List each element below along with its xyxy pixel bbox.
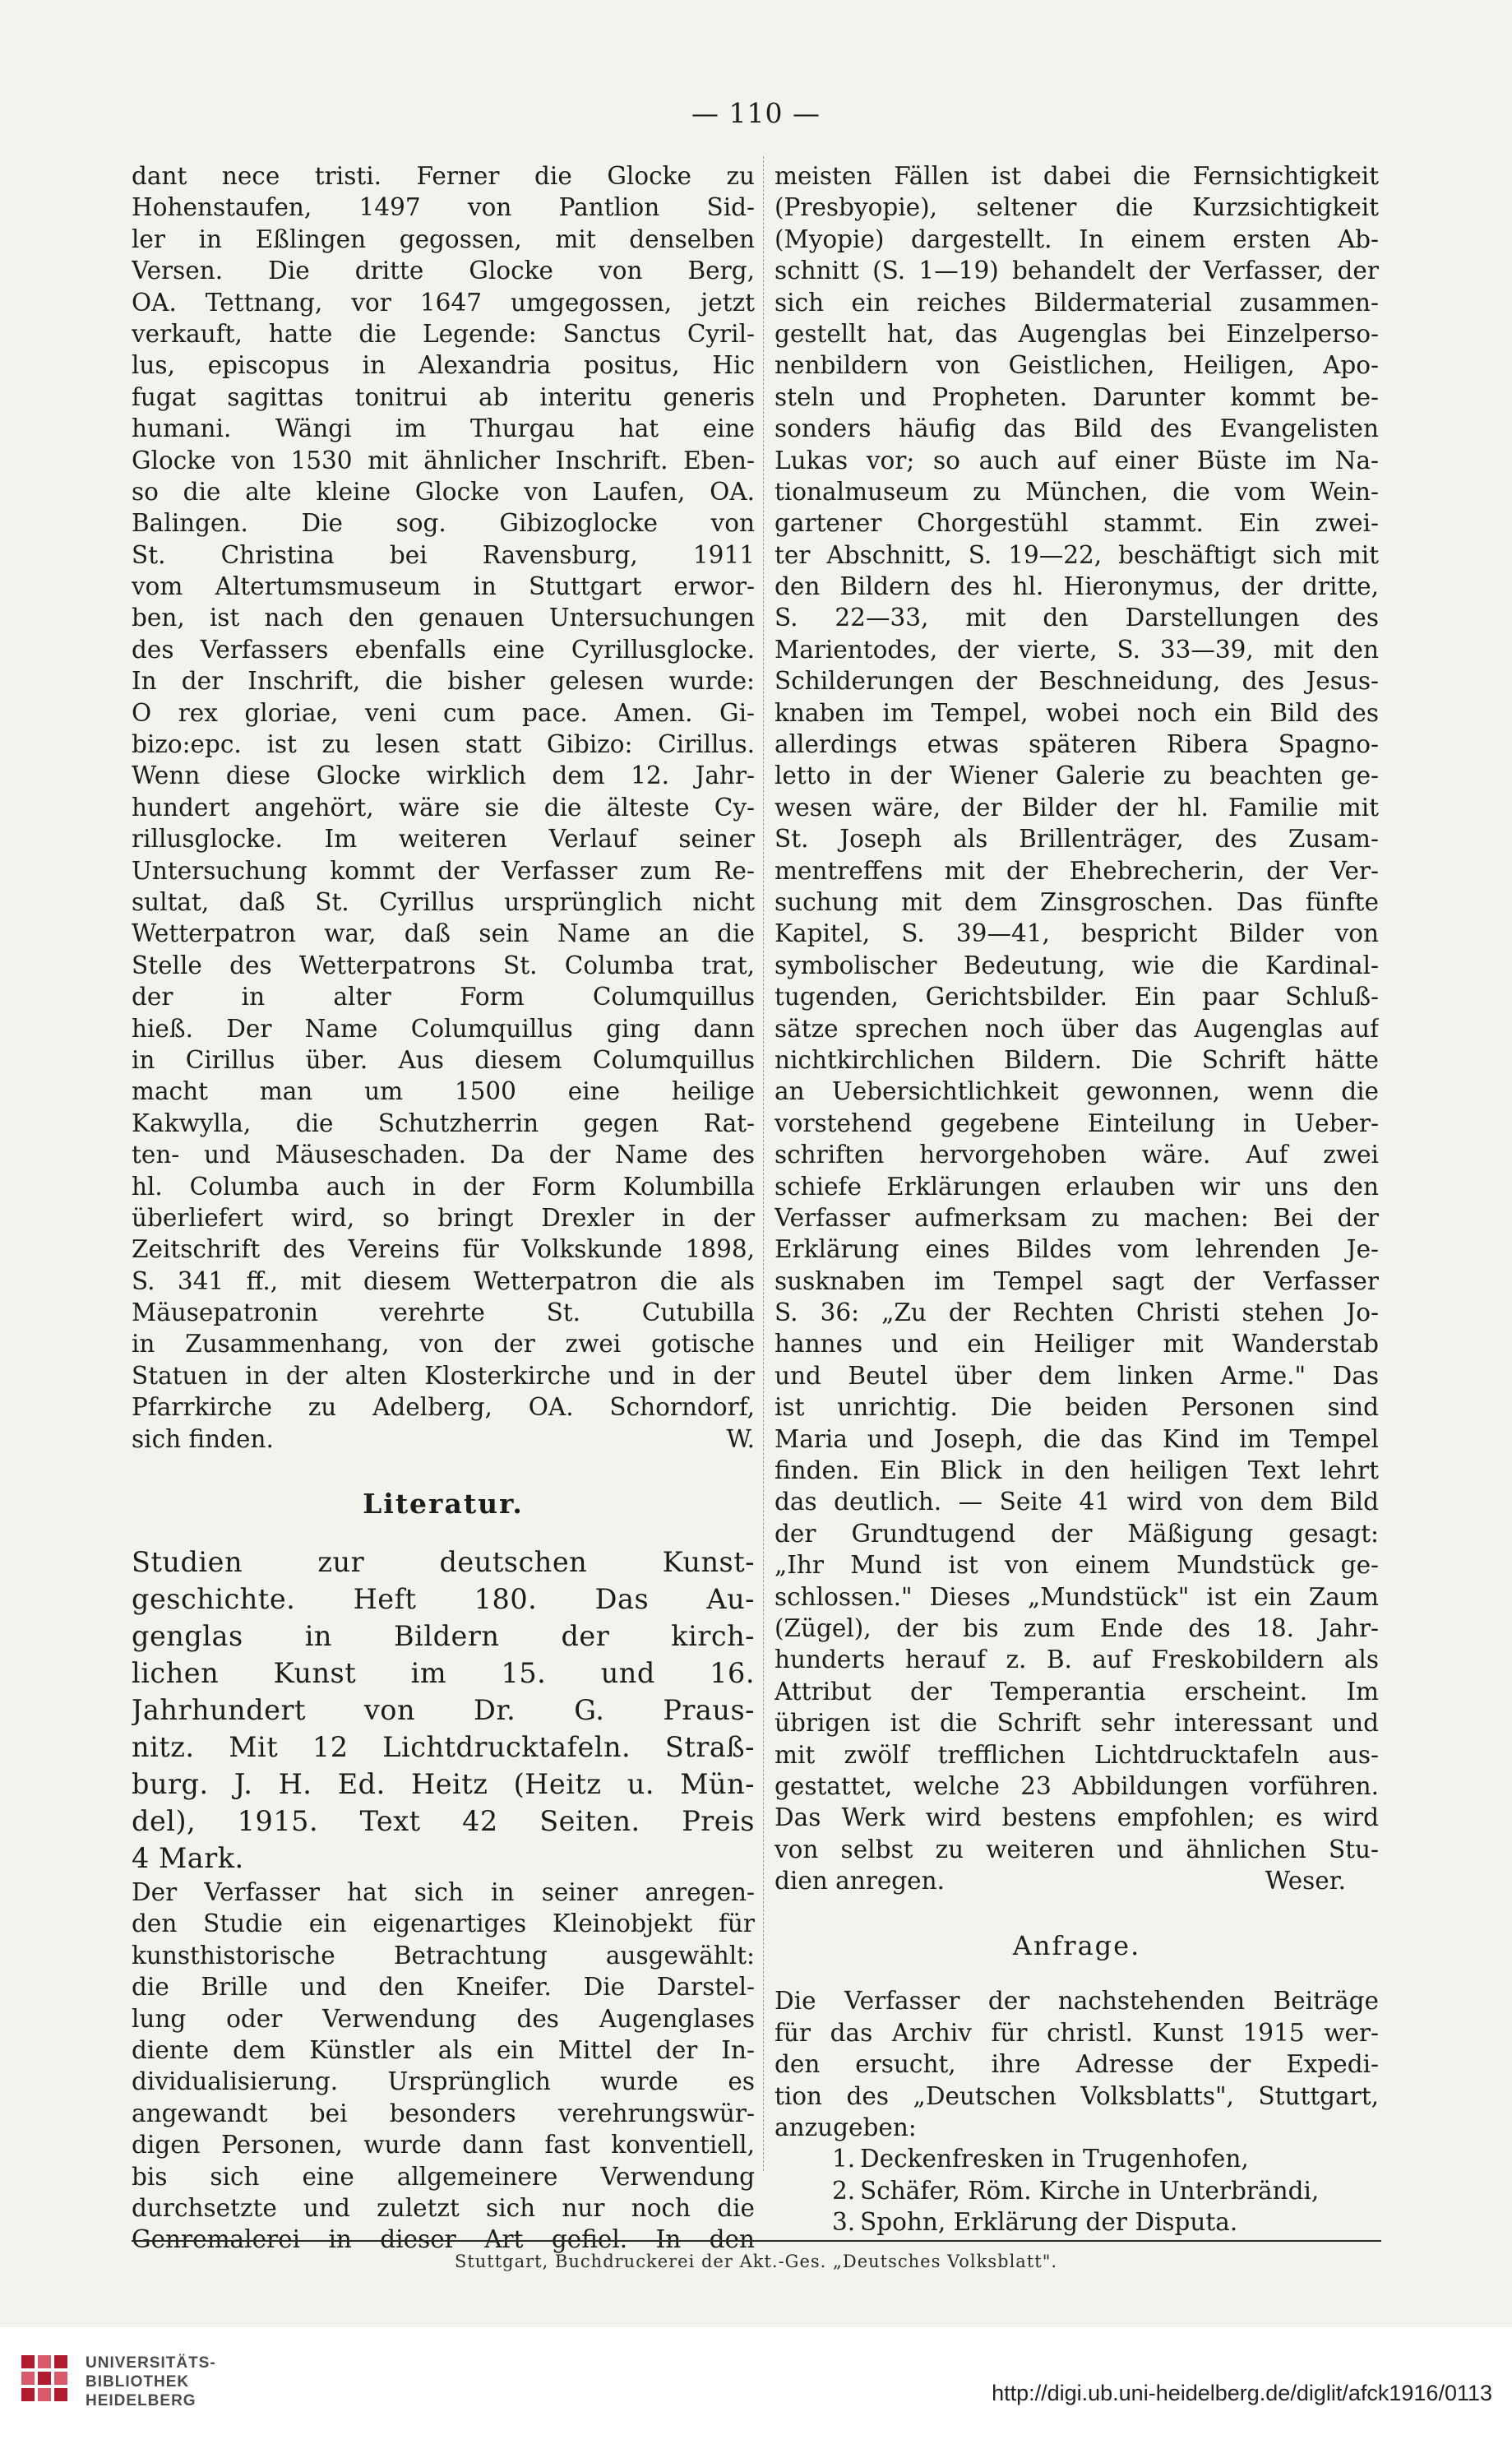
text-line: Der Verfasser hat sich in seiner anregen- [132,1878,755,1907]
text-line: macht man um 1500 eine heilige [132,1077,755,1106]
text-line: schiefe Erklärungen erlauben wir uns den [774,1172,1379,1201]
text-line: rillusglocke. Im weiteren Verlauf seiner [132,825,755,854]
text-line: vorstehend gegebene Einteilung in Ueber- [774,1109,1379,1137]
text-line: Das Werk wird bestens empfohlen; es wird [774,1803,1379,1832]
text-line: ter Abschnitt, S. 19—22, beschäftigt sich mit [774,540,1379,569]
text-line: des Verfassers ebenfalls eine Cyrillusglocke. [132,635,755,664]
list-item-number: 1. [832,2145,856,2173]
text-line: an Uebersichtlichkeit gewonnen, wenn die [774,1077,1379,1106]
text-line: sätze sprechen noch über das Augenglas auf [774,1014,1379,1043]
text-line: in Cirillus über. Aus diesem Columquillus [132,1045,755,1074]
text-line: St. Joseph als Brillenträger, des Zusam- [774,825,1379,854]
text-line: angewandt bei besonders verehrungswür- [132,2099,755,2127]
text-line: gartener Chorgestühl stammt. Ein zwei- [774,509,1379,538]
text-line: kunsthistorische Betrachtung ausgewählt: [132,1941,755,1970]
text-line: ler in Eßlingen gegossen, mit denselben [132,225,755,253]
inquiry-last-line: anzugeben: [774,2113,917,2142]
list-item-text: Schäfer, Röm. Kirche in Unterbrändi, [860,2176,1320,2205]
review-paragraph [132,1877,755,2256]
text-line: fugat sagittas tonitrui ab interitu generis [132,382,755,411]
review-paragraph-continued [774,160,1379,1865]
text-line: nenbildern von Geistlichen, Heiligen, Apo- [774,351,1379,380]
text-line: und Beutel über dem linken Arme." Das [774,1361,1379,1390]
text-line: Stelle des Wetterpatrons St. Columba trat, [132,951,755,979]
text-line: In der Inschrift, die bisher gelesen wurde: [132,667,755,696]
text-line: überliefert wird, so bringt Drexler in der [132,1203,755,1232]
library-name-line: BIBLIOTHEK [86,2373,190,2391]
text-line: übrigen ist die Schrift sehr interessant und [774,1709,1379,1738]
text-line: S. 22—33, mit den Darstellungen des [774,604,1379,632]
text-line: wesen wäre, der Bilder der hl. Familie mit [774,793,1379,822]
text-line: der in alter Form Columquillus [132,983,755,1011]
citation-line: Jahrhundert von Dr. G. Praus- [132,1694,755,1727]
text-line: ten- und Mäuseschaden. Da der Name des [132,1141,755,1169]
text-line: Zeitschrift des Vereins für Volkskunde 1898, [132,1235,755,1264]
book-citation [132,1544,755,1840]
library-name-line: UNIVERSITÄTS- [86,2354,216,2372]
library-name [86,2354,216,2410]
text-line: Attribut der Temperantia erscheint. Im [774,1677,1379,1706]
text-line: meisten Fällen ist dabei die Fernsichtigkeit [774,162,1379,190]
text-line: gestellt hat, das Augenglas bei Einzelperso- [774,319,1379,348]
text-line: lus, episcopus in Alexandria positus, Hic [132,351,755,380]
text-line: sultat, daß St. Cyrillus ursprünglich nicht [132,887,755,916]
text-line: Genremalerei in dieser Art gefiel. In den [132,2225,755,2254]
review-closing-line [774,1865,1379,1896]
right-column [774,160,1379,2238]
text-line: ben, ist nach den genauen Untersuchungen [132,604,755,632]
footer-rule [132,2240,1381,2242]
text-line: die Brille und den Kneifer. Die Darstel- [132,1973,755,2002]
text-line: suchung mit dem Zinsgroschen. Das fünfte [774,887,1379,916]
citation-line: lichen Kunst im 15. und 16. [132,1657,755,1690]
text-line: lung oder Verwendung des Augenglases [132,2004,755,2033]
inquiry-list-item [774,2143,1379,2174]
text-line: schnitt (S. 1—19) behandelt der Verfasser, der [774,257,1379,285]
article-signature: W. [726,1424,755,1453]
list-item-number: 2. [832,2176,856,2205]
citation-line: burg. J. H. Ed. Heitz (Heitz u. Mün- [132,1768,755,1801]
text-line: S. 36: „Zu der Rechten Christi stehen Jo- [774,1298,1379,1327]
text-line: vom Altertumsmuseum in Stuttgart erwor- [132,572,755,601]
review-signature: Weser. [1265,1867,1346,1896]
text-line: Lukas vor; so auch auf einer Büste im Na- [774,446,1379,474]
article-last-text: sich finden. [132,1424,274,1453]
text-line: humani. Wängi im Thurgau hat eine [132,414,755,443]
text-line: symbolischer Bedeutung, wie die Kardinal- [774,951,1379,979]
text-line: für das Archiv für christl. Kunst 1915 wer- [774,2018,1379,2047]
text-line: den Bildern des hl. Hieronymus, der dritte, [774,572,1379,601]
text-line: Maria und Joseph, die das Kind im Tempel [774,1424,1379,1453]
book-price-line [132,1840,755,1877]
review-last-text: dien anregen. [774,1867,946,1896]
text-line: in Zusammenhang, von der zwei gotische [132,1330,755,1359]
text-line: St. Christina bei Ravensburg, 1911 [132,540,755,569]
column-divider [763,156,764,2171]
article-paragraph [132,160,755,1423]
text-line: dant nece tristi. Ferner die Glocke zu [132,162,755,190]
left-column [132,160,755,2256]
library-name-line: HEIDELBERG [86,2392,197,2409]
citation-line: nitz. Mit 12 Lichtdrucktafeln. Straß- [132,1731,755,1764]
list-item-number: 3. [832,2208,856,2237]
text-line: Statuen in der alten Klosterkirche und in der [132,1361,755,1390]
text-line: Balingen. Die sog. Gibizoglocke von [132,509,755,538]
text-line: O rex gloriae, veni cum pace. Amen. Gi- [132,698,755,727]
text-line: hannes und ein Heiliger mit Wanderstab [774,1330,1379,1359]
text-line: durchsetzte und zuletzt sich nur noch die [132,2193,755,2222]
inquiry-paragraph [774,1985,1379,2112]
text-line: allerdings etwas späteren Ribera Spagno- [774,730,1379,759]
text-line: Glocke von 1530 mit ähnlicher Inschrift. Eben- [132,446,755,474]
text-line: sonders häufig das Bild des Evangelisten [774,414,1379,443]
text-line: den ersucht, ihre Adresse der Expedi- [774,2050,1379,2079]
text-line: mit zwölf trefflichen Lichtdrucktafeln aus- [774,1740,1379,1769]
text-line: Kakwylla, die Schutzherrin gegen Rat- [132,1109,755,1137]
text-line: hieß. Der Name Columquillus ging dann [132,1014,755,1043]
printer-imprint: Stuttgart, Buchdruckerei der Akt.-Ges. „Deutsches Volksblatt". [454,2252,1058,2271]
text-line: OA. Tettnang, vor 1647 umgegossen, jetzt [132,288,755,317]
text-line: schriften hervorgehoben wäre. Auf zwei [774,1141,1379,1169]
text-line: S. 341 ff., mit diesem Wetterpatron die als [132,1266,755,1295]
text-line: Hohenstaufen, 1497 von Pantlion Sid- [132,193,755,222]
text-line: gestattet, welche 23 Abbildungen vorführen. [774,1771,1379,1800]
text-line: der Grundtugend der Mäßigung gesagt: [774,1519,1379,1548]
text-line: den Studie ein eigenartiges Kleinobjekt für [132,1909,755,1938]
book-price: 4 Mark. [132,1842,244,1875]
text-line: hunderts herauf z. B. auf Freskobildern als [774,1646,1379,1674]
text-line: Untersuchung kommt der Verfasser zum Re- [132,856,755,885]
citation-line: Studien zur deutschen Kunst- [132,1546,755,1579]
library-logo-icon [18,2352,71,2405]
inquiry-list-item [774,2206,1379,2238]
inquiry-list-item [774,2175,1379,2206]
text-line: Die Verfasser der nachstehenden Beiträge [774,1987,1379,2016]
text-line: schlossen." Dieses „Mundstück" ist ein Zaum [774,1582,1379,1611]
text-line: Erklärung eines Bildes vom lehrenden Je- [774,1235,1379,1264]
list-item-text: Spohn, Erklärung der Disputa. [860,2208,1238,2237]
text-line: (Myopie) dargestellt. In einem ersten Ab- [774,225,1379,253]
text-line: Versen. Die dritte Glocke von Berg, [132,257,755,285]
text-line: tugenden, Gerichtsbilder. Ein paar Schluß- [774,983,1379,1011]
text-line: nichtkirchlichen Bildern. Die Schrift hätte [774,1045,1379,1074]
text-line: verkauft, hatte die Legende: Sanctus Cyril- [132,319,755,348]
text-line: Marientodes, der vierte, S. 33—39, mit den [774,635,1379,664]
text-line: (Presbyopie), seltener die Kurzsichtigkeit [774,193,1379,222]
text-line: diente dem Künstler als ein Mittel der In- [132,2035,755,2064]
text-line: Pfarrkirche zu Adelberg, OA. Schorndorf, [132,1393,755,1422]
inquiry-list [774,2143,1379,2238]
text-line: „Ihr Mund ist von einem Mundstück ge- [774,1551,1379,1580]
text-line: digen Personen, wurde dann fast konventiell, [132,2131,755,2159]
text-line: sich ein reiches Bildermaterial zusammen- [774,288,1379,317]
text-line: knaben im Tempel, wobei noch ein Bild des [774,698,1379,727]
text-line: von selbst zu weiteren und ähnlichen Stu- [774,1835,1379,1863]
text-line: hundert angehört, wäre sie die älteste Cy- [132,793,755,822]
text-line: tion des „Deutschen Volksblatts", Stuttgart, [774,2081,1379,2110]
text-line: tionalmuseum zu München, die vom Wein- [774,477,1379,506]
citation-line: geschichte. Heft 180. Das Au- [132,1583,755,1616]
text-line: ist unrichtig. Die beiden Personen sind [774,1393,1379,1422]
text-line: steln und Propheten. Darunter kommt be- [774,382,1379,411]
text-line: bis sich eine allgemeinere Verwendung [132,2162,755,2191]
text-line: susknaben im Tempel sagt der Verfasser [774,1266,1379,1295]
citation-line: del), 1915. Text 42 Seiten. Preis [132,1805,755,1838]
section-heading-literature: Literatur. [363,1488,524,1521]
list-item-text: Deckenfresken in Trugenhofen, [860,2145,1249,2173]
text-line: Wenn diese Glocke wirklich dem 12. Jahr- [132,761,755,790]
text-line: hl. Columba auch in der Form Kolumbilla [132,1172,755,1201]
text-line: letto in der Wiener Galerie zu beachten ge- [774,761,1379,790]
text-line: mentreffens mit der Ehebrecherin, der Ver- [774,856,1379,885]
text-line: dividualisierung. Ursprünglich wurde es [132,2067,755,2096]
text-line: so die alte kleine Glocke von Laufen, OA. [132,477,755,506]
section-heading-inquiry: Anfrage. [1012,1930,1141,1962]
article-closing-line [132,1423,755,1455]
text-line: Kapitel, S. 39—41, bespricht Bilder von [774,919,1379,948]
text-line: finden. Ein Blick in den heiligen Text lehrt [774,1456,1379,1485]
text-line: Schilderungen der Beschneidung, des Jesus- [774,667,1379,696]
text-line: bizo:epc. ist zu lesen statt Gibizo: Cirillus. [132,730,755,759]
text-line: das deutlich. — Seite 41 wird von dem Bild [774,1488,1379,1516]
page-number: — 110 — [691,97,821,129]
text-line: Verfasser aufmerksam zu machen: Bei der [774,1203,1379,1232]
citation-line: genglas in Bildern der kirch- [132,1620,755,1653]
text-line: (Zügel), der bis zum Ende des 18. Jahr- [774,1613,1379,1642]
text-line: Mäusepatronin verehrte St. Cutubilla [132,1298,755,1327]
text-line: Wetterpatron war, daß sein Name an die [132,919,755,948]
source-url-link[interactable]: http://digi.ub.uni-heidelberg.de/diglit/afck1916/0113 [992,2381,1492,2405]
